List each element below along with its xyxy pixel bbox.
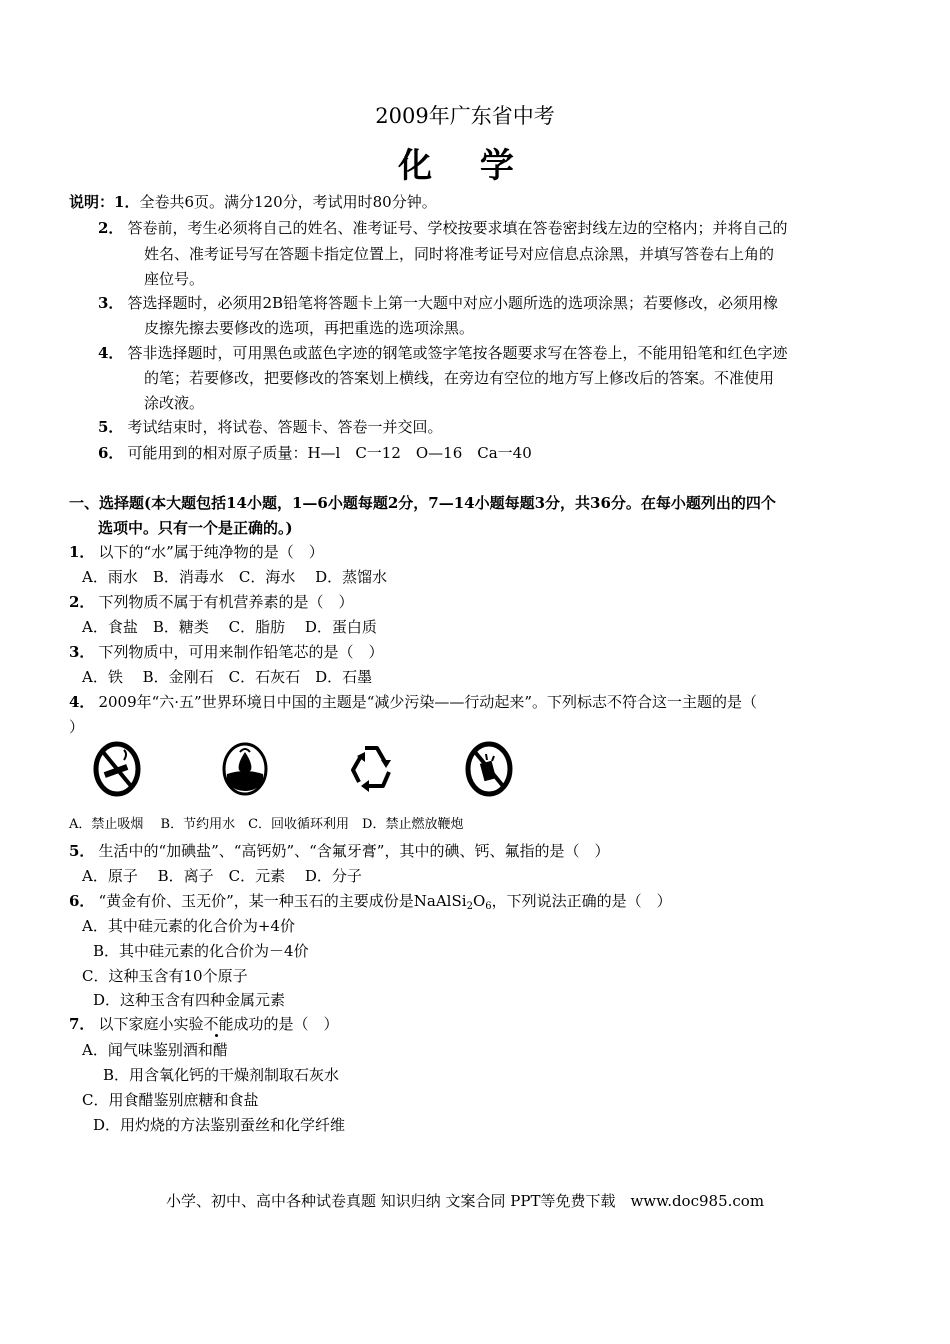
question-4-caption: A．禁止吸烟 B．节约用水 C．回收循环利用 D．禁止燃放鞭炮 bbox=[69, 817, 464, 832]
question-7-option-a: A．闻气味鉴别酒和醋 bbox=[82, 1041, 228, 1059]
instruction-5: 5． 考试结束时，将试卷、答题卡、答卷一并交回。 bbox=[98, 418, 443, 436]
question-6: 6． “黄金有价、玉无价”，某一种玉石的主要成份是$NaAlSi_2O_6$，下列说法正确的是（ ） bbox=[69, 892, 672, 912]
question-6-option-b: B．其中硅元素的化合价为－4价 bbox=[93, 942, 309, 960]
subject-title: 化 学 bbox=[398, 146, 532, 186]
question-6-option-c: C．这种玉含有10个原子 bbox=[82, 967, 248, 985]
instruction-2-line3: 座位号。 bbox=[144, 270, 205, 288]
section-heading-line2: 选项中。只有一个是正确的。) bbox=[98, 519, 293, 537]
question-7-option-c: C．用食醋鉴别庶糖和食盐 bbox=[82, 1091, 259, 1109]
emphasis-dot bbox=[215, 1034, 218, 1037]
question-3: 3． 下列物质中，可用来制作铅笔芯的是（ ） bbox=[69, 643, 384, 661]
exam-title: 2009年广东省中考 bbox=[375, 104, 555, 128]
instruction-2: 2． 答卷前，考生必须将自己的姓名、准考证号、学校按要求填在答卷密封线左边的空格内；并将自己的 bbox=[98, 219, 788, 237]
instruction-4-line3: 涂改液。 bbox=[144, 394, 205, 412]
recycle-icon bbox=[345, 738, 399, 800]
save-water-icon bbox=[218, 738, 272, 800]
instruction-2-line2: 姓名、准考证号写在答题卡指定位置上，同时将准考证号对应信息点涂黑，并填写答卷右上角的 bbox=[144, 245, 775, 263]
question-3-options: A．铁 B．金刚石 C．石灰石 D．石墨 bbox=[82, 668, 373, 686]
question-4-line2: ） bbox=[69, 718, 85, 736]
question-7-option-b: B．用含氧化钙的干燥剂制取石灰水 bbox=[103, 1066, 340, 1084]
section-heading: 一、选择题(本大题包括14小题，1—6小题每题2分，7—14小题每题3分，共36分。在每小题列出的四个 bbox=[69, 494, 776, 512]
question-1-options: A．雨水 B．消毒水 C．海水 D．蒸馏水 bbox=[82, 568, 388, 586]
instruction-6: 6． 可能用到的相对原子质量：H—l C一12 O—16 Ca一40 bbox=[98, 444, 532, 462]
question-5-options: A．原子 B．离子 C．元素 D．分子 bbox=[82, 867, 362, 885]
no-smoking-icon bbox=[90, 738, 144, 800]
instruction-4: 4． 答非选择题时，可用黑色或蓝色字迹的钢笔或签字笔按各题要求写在答卷上，不能用铅笔和红色字迹 bbox=[98, 344, 788, 362]
question-7: 7． 以下家庭小实验不能成功的是（ ） bbox=[69, 1015, 339, 1033]
question-6-option-a: A．其中硅元素的化合价为+4价 bbox=[82, 917, 295, 935]
instruction-3: 3． 答选择题时，必须用2B铅笔将答题卡上第一大题中对应小题所选的选项涂黑；若要修改，必须用橡 bbox=[98, 294, 779, 312]
question-6-option-d: D．这种玉含有四种金属元素 bbox=[93, 991, 286, 1009]
question-2-options: A．食盐 B．糖类 C．脂肪 D．蛋白质 bbox=[82, 618, 377, 636]
instruction-3-line2: 皮擦先擦去要修改的选项，再把重选的选项涂黑。 bbox=[144, 319, 475, 337]
question-7-option-d: D．用灼烧的方法鉴别蚕丝和化学纤维 bbox=[93, 1116, 346, 1134]
question-5: 5． 生活中的“加碘盐”、“高钙奶”、“含氟牙膏”，其中的碘、钙、氟指的是（ ） bbox=[69, 842, 610, 860]
no-firecrackers-icon bbox=[462, 738, 516, 800]
instruction-4-line2: 的笔；若要修改，把要修改的答案划上横线，在旁边有空位的地方写上修改后的答案。不准使用 bbox=[144, 369, 775, 387]
question-2: 2． 下列物质不属于有机营养素的是（ ） bbox=[69, 593, 354, 611]
question-4: 4． 2009年“六·五”世界环境日中国的主题是“减少污染——行动起来”。下列标志不符合这一主题的是（ bbox=[69, 693, 758, 711]
footer-text: 小学、初中、高中各种试卷真题 知识归纳 文案合同 PPT等免费下载 www.doc985.com bbox=[165, 1192, 765, 1210]
instructions-label: 说明：1．全卷共6页。满分120分，考试用时80分钟。 bbox=[69, 193, 437, 211]
question-1: 1． 以下的“水”属于纯净物的是（ ） bbox=[69, 543, 324, 561]
